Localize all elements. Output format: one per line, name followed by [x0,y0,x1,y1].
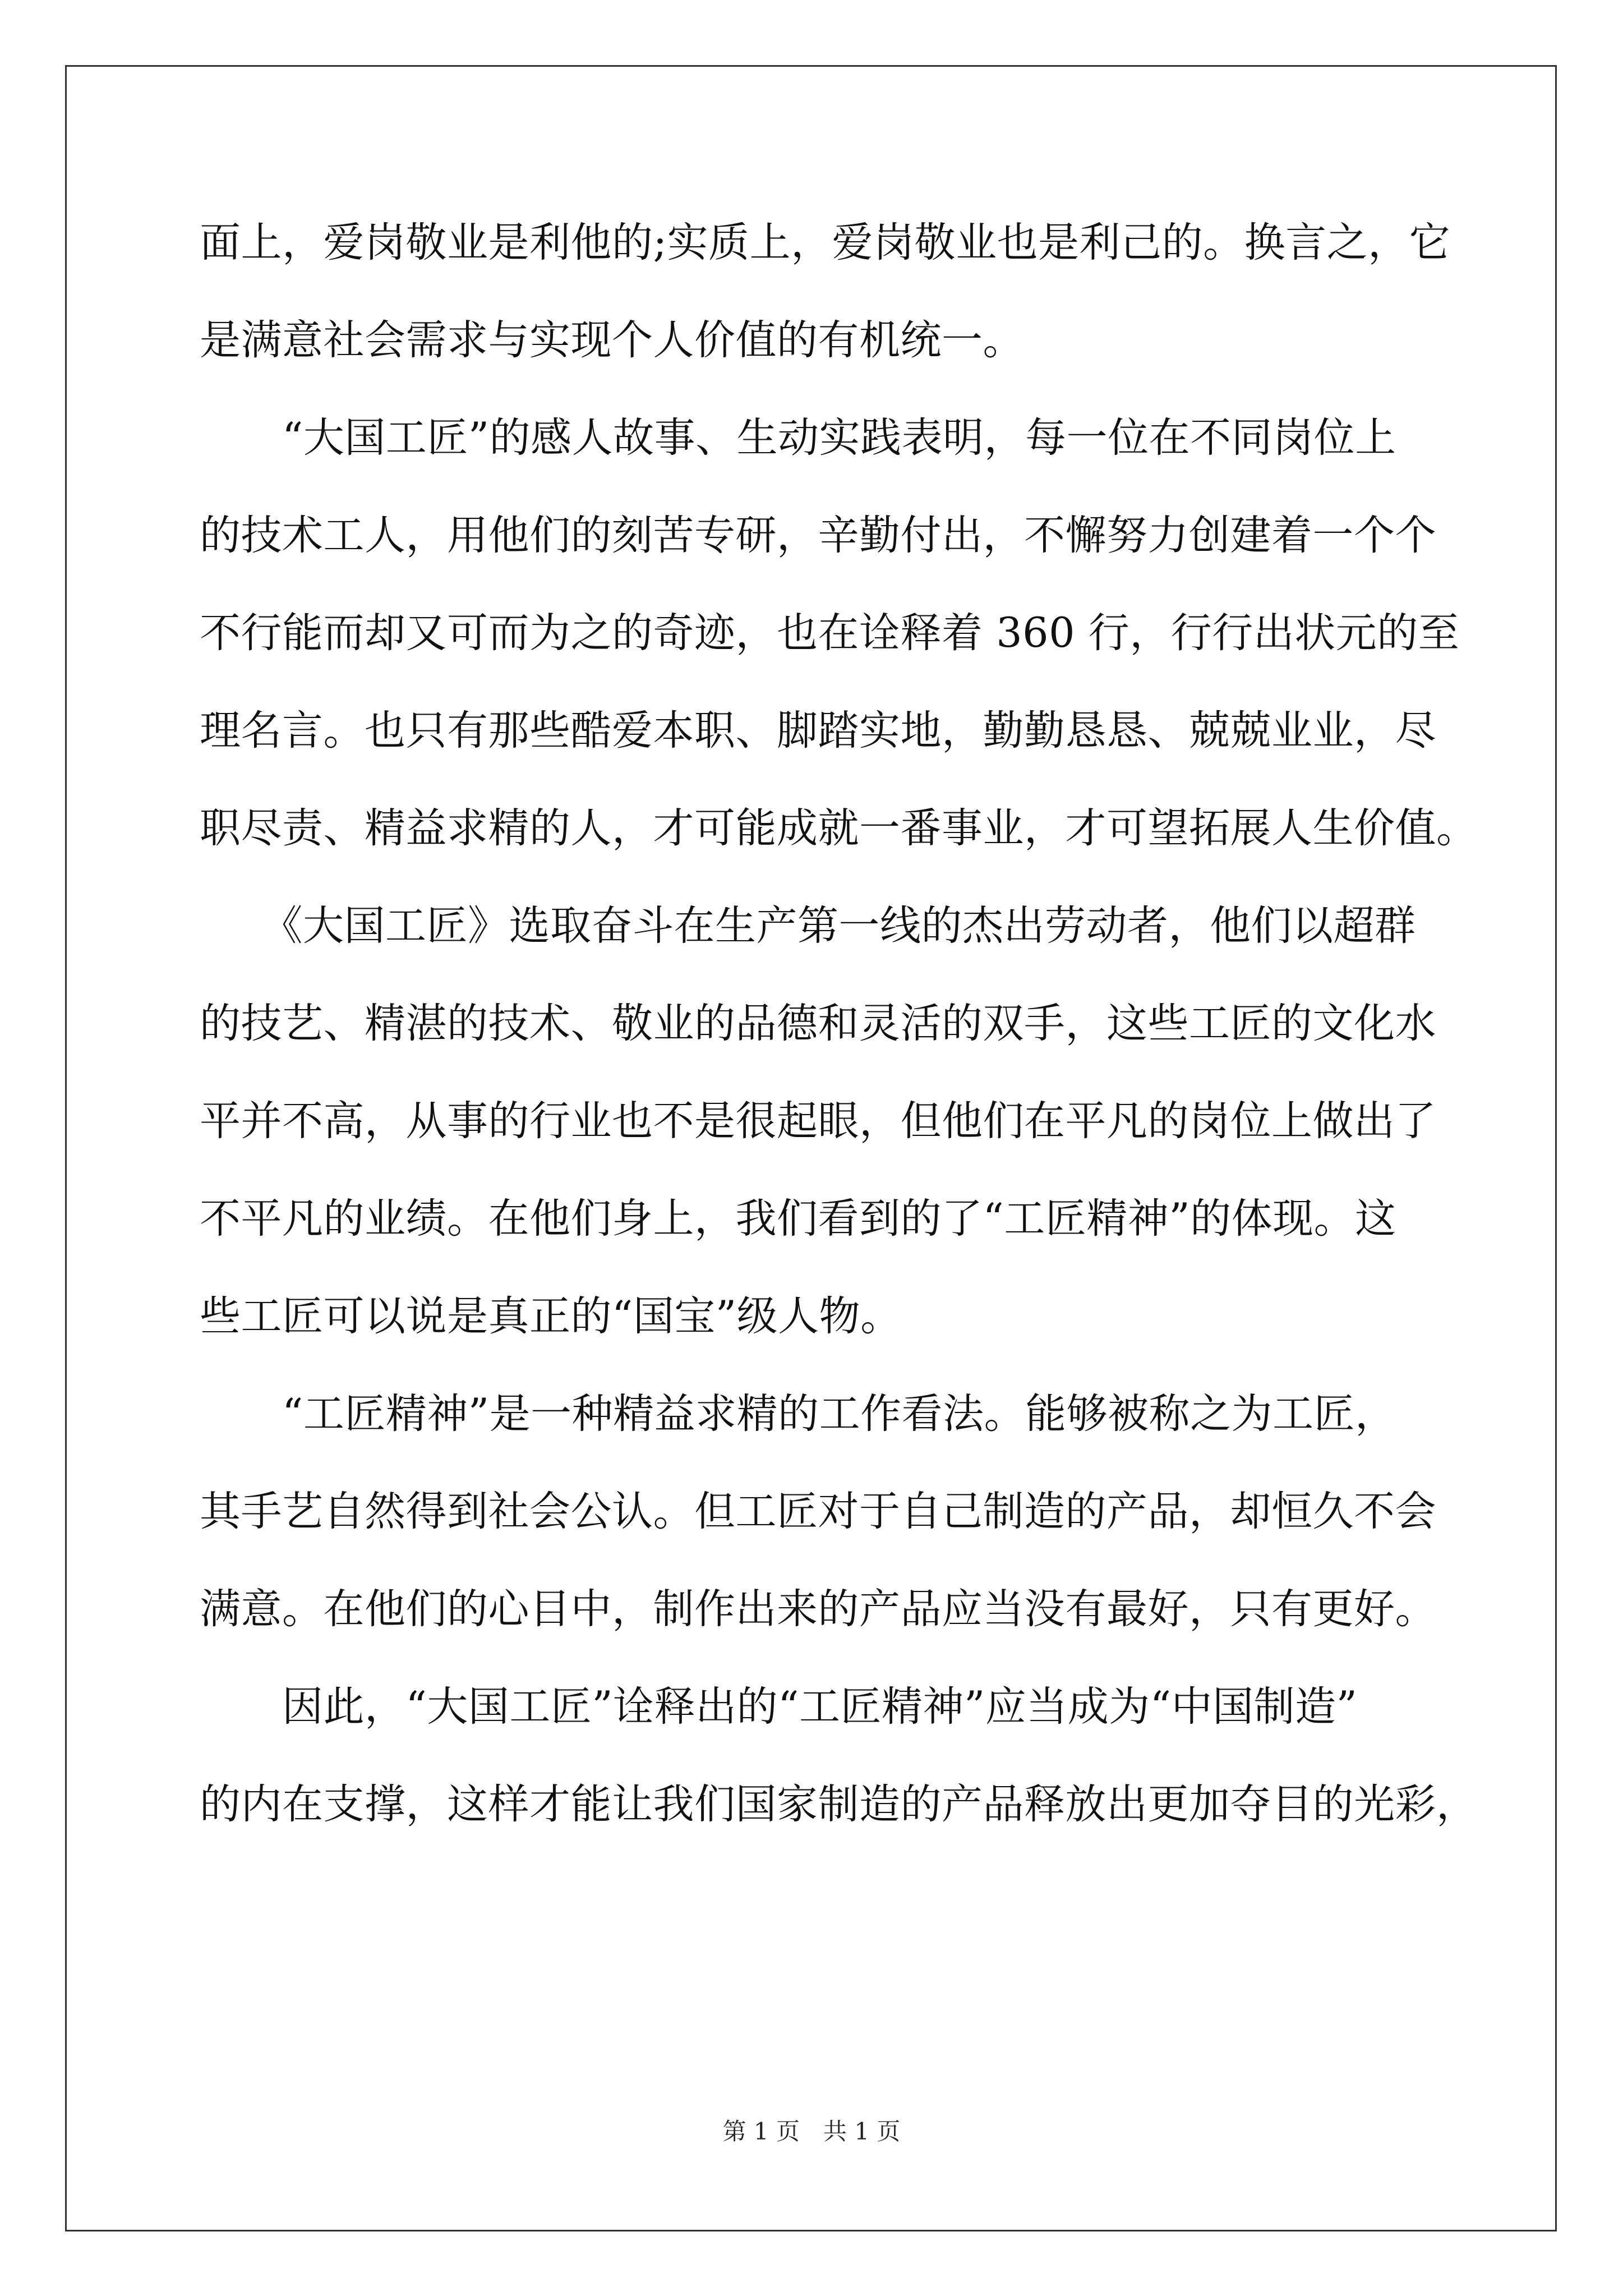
document-body [200,218,1478,1830]
text-line: 因此，“大国工匠”诠释出的“工匠精神”应当成为“中国制造” [200,1683,1358,1731]
text-line: 的技艺、精湛的技术、敬业的品德和灵活的双手，这些工匠的文化水 [200,1000,1436,1047]
text-line: 平并不高，从事的行业也不是很起眼，但他们在平凡的岗位上做出了 [200,1097,1436,1145]
text-line: 是满意社会需求与实现个人价值的有机统一。 [200,316,1024,364]
text-line: 不行能而却又可而为之的奇迹，也在诠释着 360 行，行行出状元的至 [200,609,1460,657]
text-line: 的技术工人，用他们的刻苦专研，辛勤付出，不懈努力创建着一个个 [200,512,1436,559]
text-line: 其手艺自然得到社会公认。但工匠对于自己制造的产品，却恒久不会 [200,1488,1436,1535]
text-line: 的内在支撑，这样才能让我们国家制造的产品释放出更加夺目的光彩， [200,1780,1478,1828]
text-line: 理名言。也只有那些酷爱本职、脚踏实地，勤勤恳恳、兢兢业业，尽 [200,707,1436,754]
page-number-footer: 第 1 页 共 1 页 [722,2118,901,2145]
text-line: 面上，爱岗敬业是利他的;实质上，爱岗敬业也是利己的。换言之，它 [200,219,1451,266]
text-line: 《大国工匠》选取奋斗在生产第一线的杰出劳动者，他们以超群 [200,902,1416,950]
text-line: 满意。在他们的心目中，制作出来的产品应当没有最好，只有更好。 [200,1585,1436,1633]
text-line: 不平凡的业绩。在他们身上，我们看到的了“工匠精神”的体现。这 [200,1195,1396,1243]
text-line: 些工匠可以说是真正的“国宝”级人物。 [200,1292,902,1340]
text-line: “大国工匠”的感人故事、生动实践表明，每一位在不同岗位上 [200,414,1396,462]
text-line: “工匠精神”是一种精益求精的工作看法。能够被称之为工匠， [200,1390,1396,1438]
text-line: 职尽责、精益求精的人，才可能成就一番事业，才可望拓展人生价值。 [200,804,1478,852]
